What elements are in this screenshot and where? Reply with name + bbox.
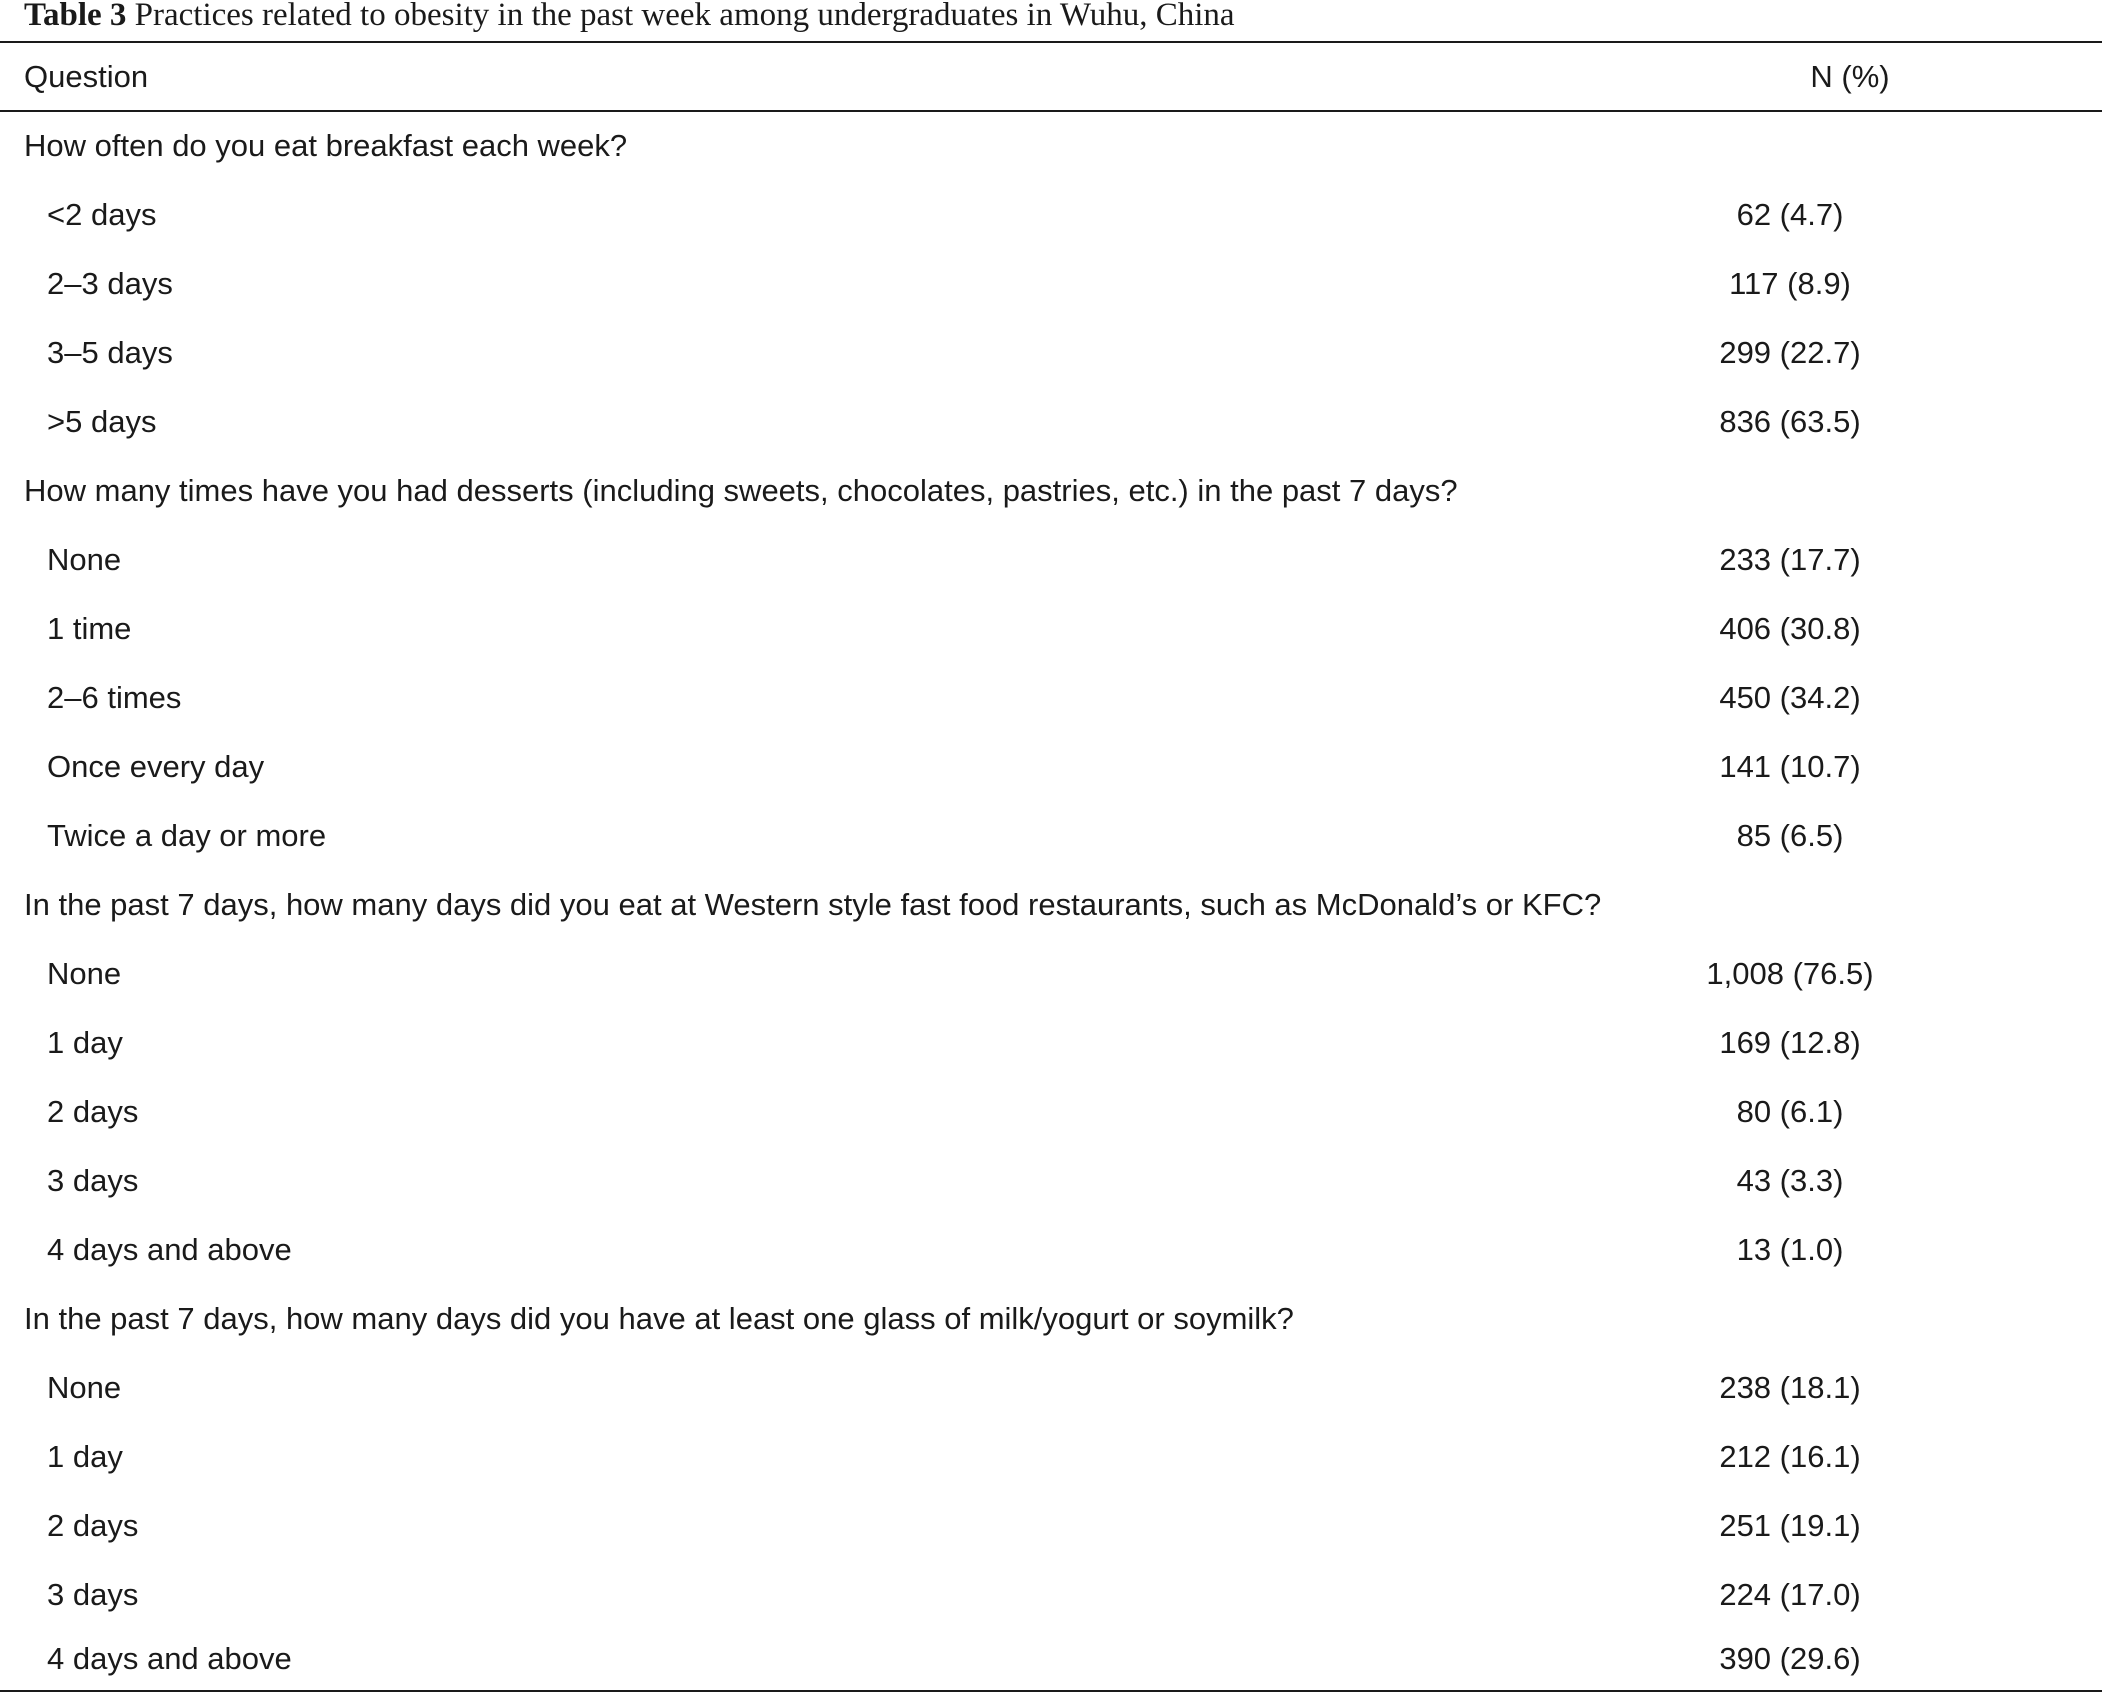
option-label: Twice a day or more: [47, 818, 327, 853]
option-row: [0, 318, 2102, 387]
option-row: [0, 1491, 2102, 1560]
question-row: [0, 456, 2102, 525]
table-caption: [24, 0, 1235, 32]
option-label: <2 days: [47, 197, 157, 232]
option-value: 233 (17.7): [1719, 542, 1861, 577]
option-row: [0, 1215, 2102, 1284]
option-label: None: [47, 542, 122, 577]
option-row: [0, 732, 2102, 801]
question-text: How many times have you had desserts (including sweets, chocolates, pastries, etc.) in the past 7 days?: [24, 473, 1458, 508]
option-row: [0, 1560, 2102, 1629]
option-value: 406 (30.8): [1719, 611, 1861, 646]
option-label: None: [47, 1370, 122, 1405]
option-row: [0, 1353, 2102, 1422]
header-question: Question: [24, 59, 149, 94]
question-row: [0, 1284, 2102, 1353]
header-n-percent: N (%): [1810, 59, 1890, 94]
option-row: [0, 1624, 2102, 1693]
table-header-row: [0, 42, 2102, 111]
option-value: 80 (6.1): [1736, 1094, 1844, 1129]
option-label: 1 day: [47, 1439, 123, 1474]
option-label: 2–3 days: [47, 266, 173, 301]
option-row: [0, 249, 2102, 318]
option-label: 1 day: [47, 1025, 123, 1060]
question-text: In the past 7 days, how many days did you have at least one glass of milk/yogurt or soymilk?: [24, 1301, 1294, 1336]
option-value: 13 (1.0): [1736, 1232, 1844, 1267]
option-row: [0, 1008, 2102, 1077]
option-label: Once every day: [47, 749, 265, 784]
option-value: 85 (6.5): [1736, 818, 1844, 853]
option-row: [0, 525, 2102, 594]
option-row: [0, 1077, 2102, 1146]
option-value: 43 (3.3): [1736, 1163, 1844, 1198]
option-label: 4 days and above: [47, 1232, 292, 1267]
option-label: 1 time: [47, 611, 132, 646]
option-label: 3 days: [47, 1577, 139, 1612]
option-label: None: [47, 956, 122, 991]
option-value: 224 (17.0): [1719, 1577, 1861, 1612]
table-bottom-rule: [0, 1690, 2102, 1692]
table-header-rule: [0, 110, 2102, 112]
option-row: [0, 1422, 2102, 1491]
option-value: 450 (34.2): [1719, 680, 1861, 715]
table-caption-title: Practices related to obesity in the past week among undergraduates in Wuhu, China: [134, 0, 1235, 33]
option-value: 238 (18.1): [1719, 1370, 1861, 1405]
table-caption-label: Table 3: [24, 0, 127, 33]
option-value: 62 (4.7): [1736, 197, 1844, 232]
option-value: 390 (29.6): [1719, 1641, 1861, 1676]
option-row: [0, 1146, 2102, 1215]
question-row: [0, 870, 2102, 939]
option-label: >5 days: [47, 404, 157, 439]
option-value: 299 (22.7): [1719, 335, 1861, 370]
option-label: 3 days: [47, 1163, 139, 1198]
question-text: How often do you eat breakfast each week?: [24, 128, 628, 163]
option-value: 169 (12.8): [1719, 1025, 1861, 1060]
option-value: 1,008 (76.5): [1706, 956, 1874, 991]
option-value: 117 (8.9): [1729, 266, 1851, 301]
option-label: 2–6 times: [47, 680, 182, 715]
option-value: 141 (10.7): [1719, 749, 1861, 784]
option-value: 836 (63.5): [1719, 404, 1861, 439]
option-row: [0, 801, 2102, 870]
option-row: [0, 387, 2102, 456]
option-row: [0, 663, 2102, 732]
option-label: 4 days and above: [47, 1641, 292, 1676]
option-row: [0, 180, 2102, 249]
question-row: [0, 111, 2102, 180]
option-row: [0, 594, 2102, 663]
question-text: In the past 7 days, how many days did you eat at Western style fast food restaurants, such as McDonald’s or KFC?: [24, 887, 1602, 922]
option-row: [0, 939, 2102, 1008]
option-value: 212 (16.1): [1719, 1439, 1861, 1474]
option-value: 251 (19.1): [1719, 1508, 1861, 1543]
option-label: 3–5 days: [47, 335, 173, 370]
option-label: 2 days: [47, 1094, 139, 1129]
option-label: 2 days: [47, 1508, 139, 1543]
